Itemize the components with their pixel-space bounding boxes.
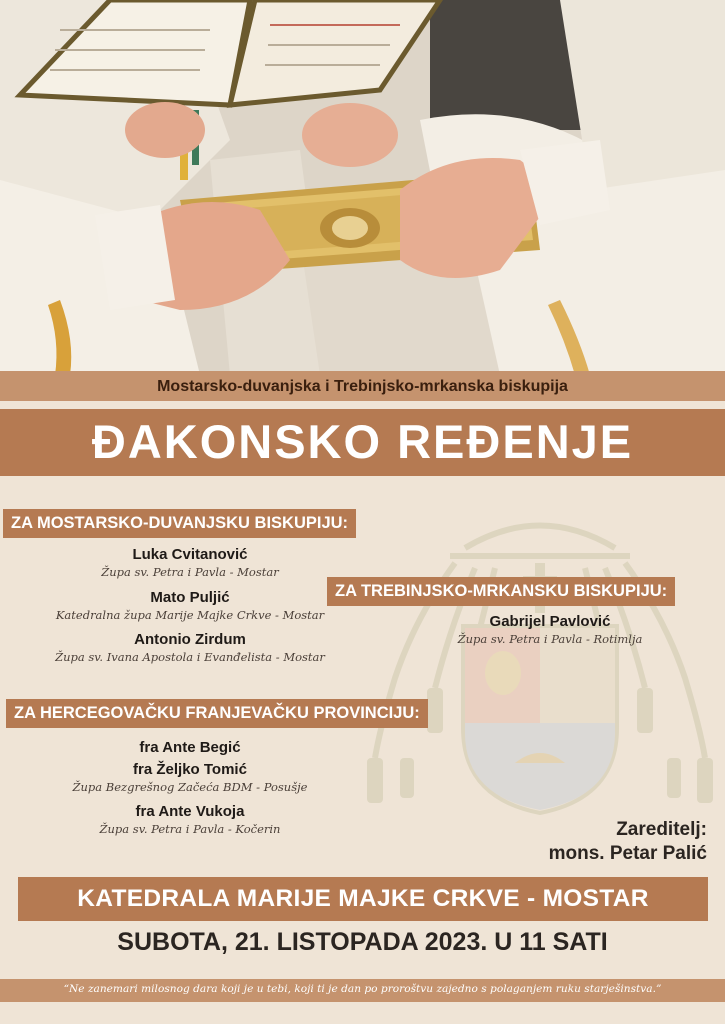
candidate-parish: Župa sv. Petra i Pavla - Kočerin [99,822,281,836]
ordainer-block [549,818,707,866]
candidate-entry [400,613,700,648]
candidate-entry [0,761,380,796]
scripture-quote: “Ne zanemari milosnog dara koji je u tebi, koji ti je dan po proroštvu zajedno s polaganjem ruku starješinstva.” [63,983,662,995]
ordainer-name: mons. Petar Palić [548,843,707,864]
candidate-parish: Župa Bezgrešnog Začeća BDM - Posušje [72,780,308,794]
candidate-name: Gabrijel Pavlović [489,613,611,630]
candidate-entry [0,589,380,624]
candidate-name: fra Ante Vukoja [135,803,245,820]
candidate-name: Antonio Zirdum [134,631,246,648]
section-label-trebinje: ZA TREBINJSKO-MRKANSKU BISKUPIJU: [327,577,675,606]
candidate-parish: Župa sv. Petra i Pavla - Mostar [101,565,279,579]
venue-name: KATEDRALA MARIJE MAJKE CRKVE - MOSTAR [77,885,649,912]
candidate-entry [0,803,380,838]
candidate-name: Luka Cvitanović [132,546,248,563]
candidate-entry [0,631,380,666]
section-label-mostar: ZA MOSTARSKO-DUVANJSKU BISKUPIJU: [3,509,356,538]
candidate-name: fra Ante Begić [139,739,241,756]
episcopal-crest-icon [355,508,725,818]
candidate-parish: Župa sv. Petra i Pavla - Rotimlja [457,632,643,646]
section-label-herceg: ZA HERCEGOVAČKU FRANJEVAČKU PROVINCIJU: [6,699,428,728]
candidate-entry [0,546,380,581]
candidate-parish: Župa sv. Ivana Apostola i Evanđelista - Mostar [55,650,325,664]
photo-ordination-book [0,0,725,375]
candidate-entry [0,739,380,757]
page-title: ĐAKONSKO REĐENJE [91,415,634,468]
event-date: SUBOTA, 21. LISTOPADA 2023. U 11 SATI [117,928,608,956]
ordainer-label: Zareditelj: [616,819,707,840]
candidate-name: fra Željko Tomić [133,761,247,778]
diocese-name: Mostarsko-duvanjska i Trebinjsko-mrkanska biskupija [157,378,568,395]
candidate-name: Mato Puljić [150,589,230,606]
candidate-parish: Katedralna župa Marije Majke Crkve - Mostar [55,608,325,622]
